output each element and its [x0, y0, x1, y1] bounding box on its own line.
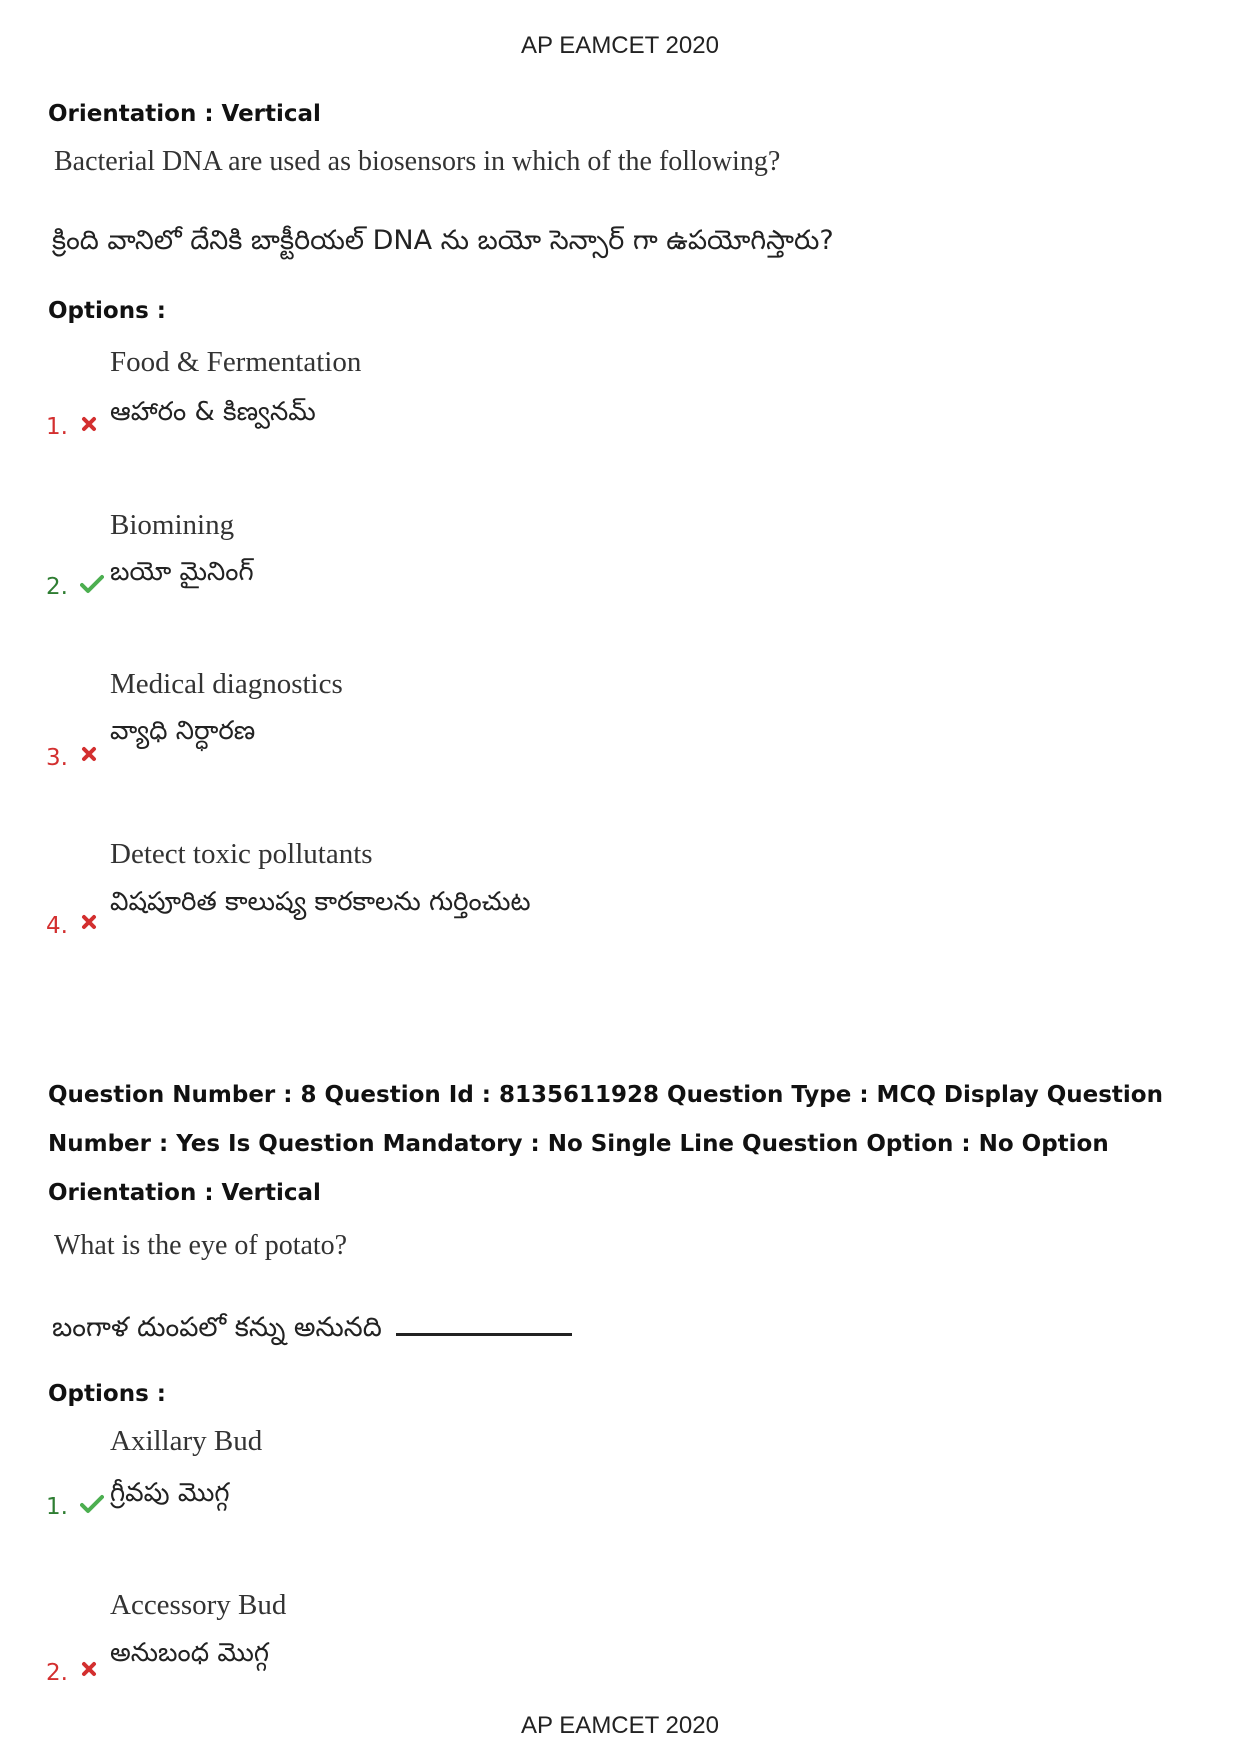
q7-option-2-text-en: Biomining — [110, 509, 235, 541]
q7-option-3-text-en: Medical diagnostics — [110, 668, 343, 700]
checkmark-icon — [80, 1494, 104, 1514]
q8-option-1-text-en: Axillary Bud — [110, 1425, 263, 1457]
q7-option-4-text-en: Detect toxic pollutants — [110, 838, 373, 870]
q8-options-label: Options : — [48, 1381, 166, 1407]
q8-orientation: Orientation : Vertical — [48, 1180, 321, 1206]
cross-icon — [80, 415, 98, 433]
cross-icon — [80, 913, 98, 931]
q8-question-text-en: What is the eye of potato? — [54, 1230, 348, 1261]
page-header: AP EAMCET 2020 — [521, 32, 719, 59]
cross-icon — [80, 1660, 98, 1678]
q7-option-1-text-en: Food & Fermentation — [110, 346, 362, 378]
q7-option-1-number: 1. — [46, 414, 68, 440]
q7-option-3-text-te: వ్యాధి నిర్ధారణ — [110, 716, 256, 746]
q8-option-2-text-te: అనుబంధ మొగ్గ — [110, 1638, 270, 1668]
q7-question-text-te: క్రింది వానిలో దేనికి బాక్టీరియల్ DNA ను బయో సెన్సార్ గా ఉపయోగిస్తారు? — [52, 225, 834, 256]
q7-option-1-text-te: ఆహారం & కిణ్వనమ్ — [110, 397, 316, 427]
q8-question-text-te — [52, 1312, 572, 1350]
q7-orientation: Orientation : Vertical — [48, 101, 321, 127]
q7-options-label: Options : — [48, 298, 166, 324]
q8-meta-line-2: Number : Yes Is Question Mandatory : No Single Line Question Option : No Option — [48, 1131, 1109, 1157]
q7-option-3-number: 3. — [46, 745, 68, 771]
q8-option-1-text-te: గ్రీవపు మొగ్గ — [110, 1478, 230, 1508]
q7-option-2-number: 2. — [46, 574, 68, 600]
q8-option-1-number: 1. — [46, 1494, 68, 1520]
page-footer: AP EAMCET 2020 — [521, 1712, 719, 1739]
checkmark-icon — [80, 574, 104, 594]
q7-question-text-en: Bacterial DNA are used as biosensors in which of the following? — [54, 146, 781, 177]
answer-blank — [396, 1313, 572, 1336]
q8-meta-line-1: Question Number : 8 Question Id : 8135611928 Question Type : MCQ Display Question — [48, 1082, 1163, 1108]
q8-option-2-text-en: Accessory Bud — [110, 1589, 287, 1621]
q7-option-2-text-te: బయో మైనింగ్ — [110, 557, 254, 587]
q7-option-4-text-te: విషపూరిత కాలుష్య కారకాలను గుర్తించుట — [110, 887, 531, 917]
q8-option-2-number: 2. — [46, 1660, 68, 1686]
q7-option-4-number: 4. — [46, 913, 68, 939]
cross-icon — [80, 745, 98, 763]
q8-question-text-te-label: బంగాళ దుంపలో కన్ను అనునది — [52, 1312, 382, 1343]
